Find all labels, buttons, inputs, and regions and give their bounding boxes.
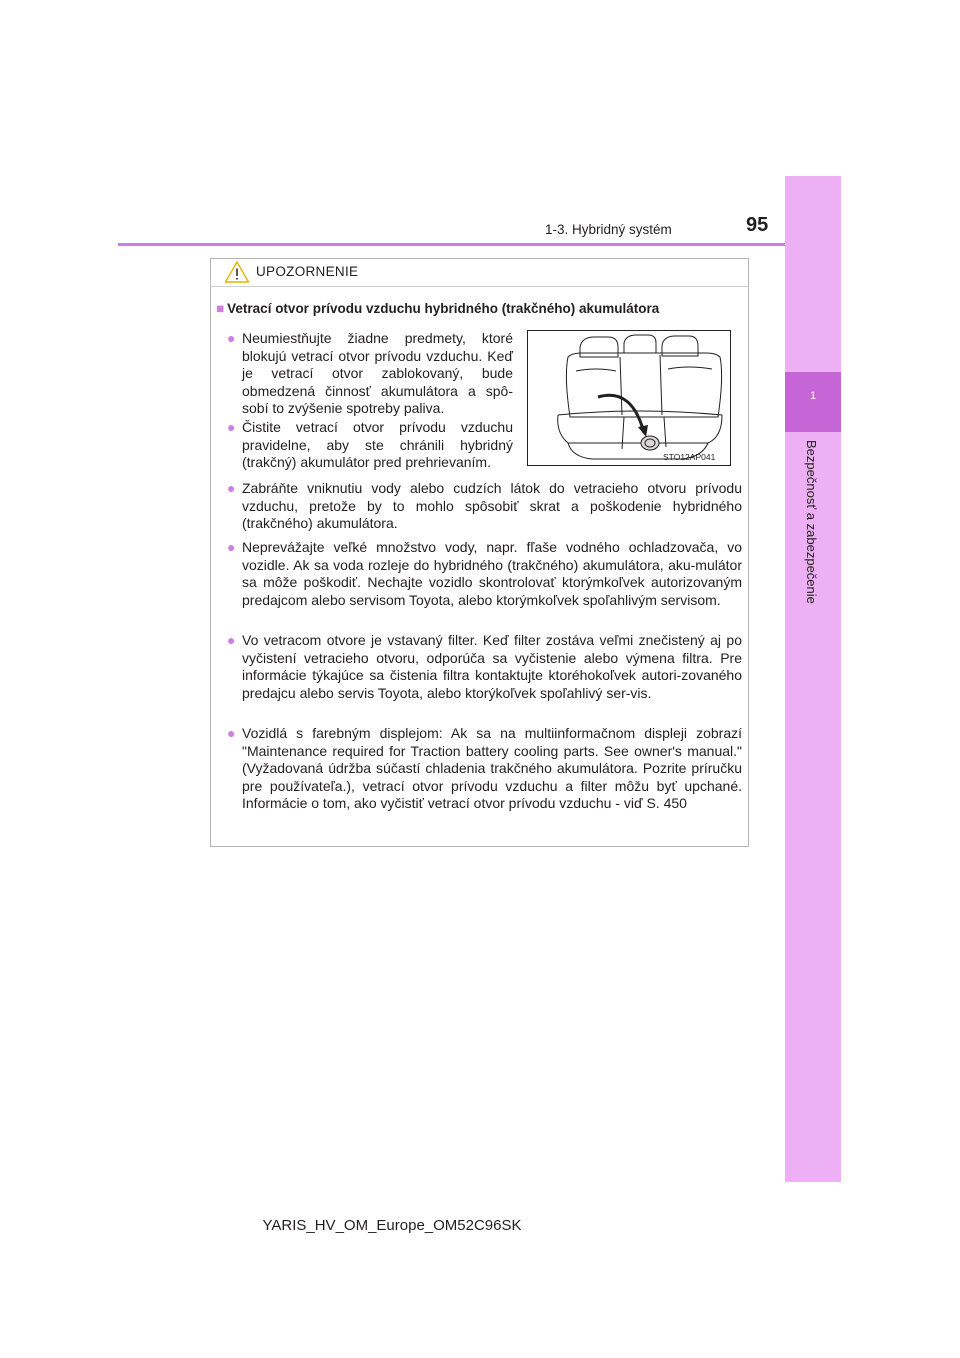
caution-bullet [227,480,742,533]
caution-label: UPOZORNENIE [256,264,359,279]
caution-bullet [227,419,513,472]
caution-subheading-text: Vetrací otvor prívodu vzduchu hybridného (trakčného) akumulátora [227,301,660,316]
rear-seat-figure [527,330,731,466]
section-title: 1-3. Hybridný systém [545,222,672,237]
bullet-dot-icon: ● [227,330,236,346]
page-number: 95 [746,214,769,236]
bullet-dot-icon: ● [227,480,236,496]
chapter-tab[interactable] [785,372,841,432]
bullet-dot-icon: ● [227,632,236,648]
bullet-text: Čistite vetrací otvor prívodu vzduchu pravidelne, aby ste chránili hybridný (trakčný) akumulátor pred prehrievaním. [242,419,513,470]
header-rule [118,243,785,246]
bullet-text: Zabráňte vniknutiu vody alebo cudzích látok do vetracieho otvoru prívodu vzduchu, pretože by to mohlo spôsobiť skrat a poškodenie hybridného (trakčného) akumulátora. [242,480,742,531]
bullet-dot-icon: ● [227,539,236,555]
caution-subheading [216,301,659,316]
document-id: YARIS_HV_OM_Europe_OM52C96SK [262,1217,522,1234]
rear-seat-illustration [528,331,730,465]
caution-bullet [227,330,513,418]
bullet-text: Neumiestňujte žiadne predmety, ktoré blokujú vetrací otvor prívodu vzduchu. Keď je vetrací otvor zablokovaný, bude obmedzená činnosť akumulátora a spô-sobí to zvýšenie spotreby paliva. [242,330,513,416]
caution-bullet [227,725,742,813]
warning-triangle-icon [224,260,250,284]
square-bullet-icon: ■ [216,301,225,316]
chapter-title [785,440,841,640]
chapter-number: 1 [809,390,817,402]
bullet-text: Neprevážajte veľké množstvo vody, napr. fľaše vodného ochladzovača, vo vozidle. Ak sa voda rozleje do hybridného (trakčného) akumulátora, aku-mulátor sa môže poškodiť. Nechajte vozidlo skontrolovať ktorýmkoľvek autorizovaným predajcom alebo servisom Toyota, alebo ktorýmkoľvek spoľahlivým servisom. [242,539,742,608]
bullet-text: Vo vetracom otvore je vstavaný filter. Keď filter zostáva veľmi znečistený aj po vyčistení vetracieho otvoru, odporúča sa vyčistenie alebo výmena filtra. Pre informácie týkajúce sa čistenia filtra kontaktujte ktoréhokoľvek autori-zovaného predajcu alebo servis Toyota, alebo ktorýkoľvek spoľahlivý ser-vis. [242,632,742,701]
chapter-sidebar [785,176,841,1182]
bullet-dot-icon: ● [227,419,236,435]
chapter-title-text: Bezpečnosť a zabezpečenie [804,440,819,604]
bullet-text: Vozidlá s farebným displejom: Ak sa na multiinformačnom displeji zobrazí "Maintenance required for Traction battery cooling parts. See owner's manual." (Vyžadovaná údržba súčastí chladenia trakčného akumulátora. Pozrite príručku pre používateľa.), vetrací otvor prívodu vzduchu a filter môžu byť upchané. Informácie o tom, ako vyčistiť vetrací otvor prívodu vzduchu - viď S. 450 [242,725,742,811]
figure-code: STO12AP041 [663,452,716,462]
bullet-dot-icon: ● [227,725,236,741]
caution-bullet [227,539,742,609]
caution-bullet [227,632,742,702]
